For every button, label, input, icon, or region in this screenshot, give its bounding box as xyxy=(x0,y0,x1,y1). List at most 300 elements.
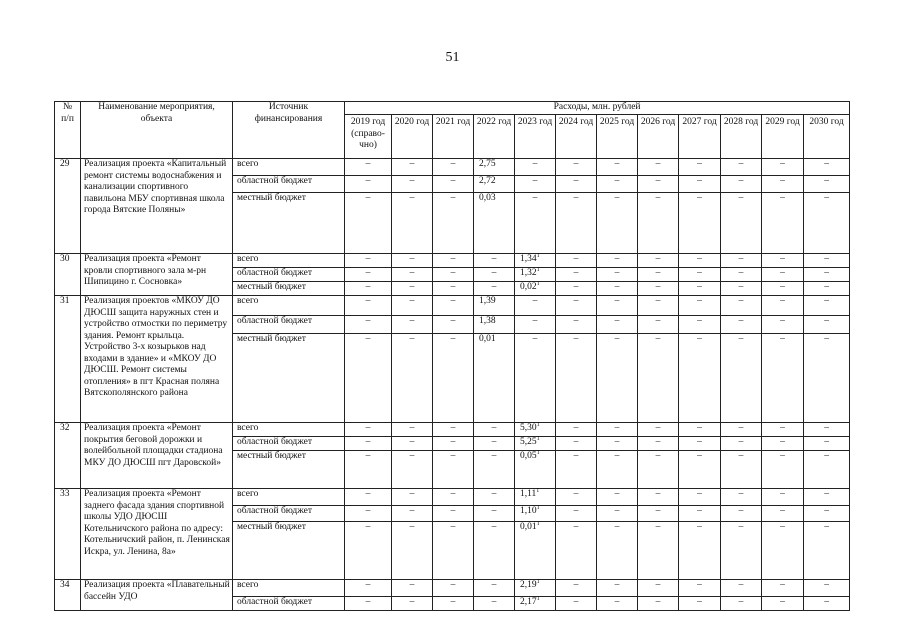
expense-text: – xyxy=(409,451,415,461)
footnote-marker: 1 xyxy=(536,421,540,428)
expense-empty xyxy=(762,506,804,522)
header-expenses: Расходы, млн. рублей xyxy=(345,102,850,115)
expense-empty xyxy=(556,522,597,580)
expense-empty xyxy=(721,506,762,522)
expense-value xyxy=(474,159,515,176)
header-row-1 xyxy=(55,102,850,115)
expense-empty xyxy=(392,423,433,437)
table-row xyxy=(55,296,850,316)
expense-text: – xyxy=(532,159,538,169)
expense-empty xyxy=(345,506,392,522)
table-row xyxy=(55,489,850,506)
expense-empty xyxy=(345,193,392,254)
expense-text: – xyxy=(697,193,702,203)
expense-text: – xyxy=(738,597,744,607)
expense-text: – xyxy=(365,522,371,532)
expense-text: – xyxy=(491,437,497,447)
expense-empty xyxy=(433,176,474,193)
expense-empty xyxy=(721,451,762,489)
expense-text: – xyxy=(532,176,538,186)
expense-empty xyxy=(679,580,721,597)
expense-text: – xyxy=(780,176,785,186)
expense-empty xyxy=(804,489,850,506)
expense-text: – xyxy=(697,282,702,292)
expense-value xyxy=(515,268,556,282)
expense-empty xyxy=(556,423,597,437)
expense-text: – xyxy=(450,282,456,292)
expense-empty xyxy=(804,506,850,522)
expense-text: 5,25 xyxy=(520,437,537,447)
project-name: Реализация проекта «Плавательный бассейн УДО xyxy=(81,580,233,611)
expense-value xyxy=(474,176,515,193)
expense-empty xyxy=(345,489,392,506)
expense-empty xyxy=(433,193,474,254)
expense-text: – xyxy=(738,176,744,186)
expense-text: – xyxy=(491,254,497,264)
footnote-marker: 1 xyxy=(536,252,540,259)
expense-empty xyxy=(597,296,638,316)
expense-empty xyxy=(556,193,597,254)
expense-text: – xyxy=(450,506,456,516)
expense-empty xyxy=(638,159,679,176)
expense-empty xyxy=(638,316,679,334)
expense-value xyxy=(515,451,556,489)
funding-source: областной бюджет xyxy=(233,176,345,193)
expense-empty xyxy=(345,334,392,423)
expense-text: – xyxy=(697,159,702,169)
expense-text: – xyxy=(824,193,829,203)
expense-empty xyxy=(433,423,474,437)
funding-source: областной бюджет xyxy=(233,437,345,451)
expense-empty xyxy=(762,159,804,176)
expense-empty xyxy=(762,254,804,268)
expense-text: – xyxy=(491,580,497,590)
expense-text: – xyxy=(409,580,415,590)
expense-text: – xyxy=(780,451,785,461)
expense-empty xyxy=(638,597,679,611)
expense-text: – xyxy=(738,580,744,590)
expense-value xyxy=(474,334,515,423)
expense-empty xyxy=(804,159,850,176)
expense-value xyxy=(515,254,556,268)
expense-text: – xyxy=(365,268,371,278)
expense-empty xyxy=(345,268,392,282)
expense-text: – xyxy=(614,451,620,461)
expense-value xyxy=(474,193,515,254)
expense-empty xyxy=(433,489,474,506)
expense-empty xyxy=(433,597,474,611)
expense-empty xyxy=(679,254,721,268)
expense-empty xyxy=(721,316,762,334)
project-name: Реализация проекта «Ремонт покрытия беговой дорожки и волейбольной площадки стадиона МКУ ДО ДЮСШ пгт Даровской» xyxy=(81,423,233,489)
expense-empty xyxy=(433,451,474,489)
project-number: 32 xyxy=(55,423,81,489)
expense-text: – xyxy=(365,437,371,447)
expense-text: 2,75 xyxy=(479,159,496,169)
project-name: Реализация проекта «Ремонт кровли спортивного зала м-рн Шипицино г. Сосновка» xyxy=(81,254,233,296)
funding-source: местный бюджет xyxy=(233,282,345,296)
expense-empty xyxy=(433,437,474,451)
expense-text: – xyxy=(824,489,829,499)
expense-text: – xyxy=(491,489,497,499)
expense-empty xyxy=(556,597,597,611)
expense-text: – xyxy=(655,193,661,203)
expense-empty xyxy=(597,159,638,176)
expense-text: – xyxy=(697,597,702,607)
expense-empty xyxy=(474,437,515,451)
expense-text: – xyxy=(450,580,456,590)
expense-text: – xyxy=(697,296,702,306)
expense-empty xyxy=(679,296,721,316)
expense-text: – xyxy=(614,176,620,186)
expense-text: – xyxy=(491,451,497,461)
expense-text: – xyxy=(573,597,579,607)
expense-text: – xyxy=(824,334,829,344)
expense-empty xyxy=(515,193,556,254)
table-row xyxy=(55,423,850,437)
expense-empty xyxy=(679,489,721,506)
expense-empty xyxy=(679,597,721,611)
expense-empty xyxy=(556,451,597,489)
expense-empty xyxy=(392,316,433,334)
header-year: 2026 год xyxy=(638,115,679,159)
expense-text: – xyxy=(450,159,456,169)
project-number: 31 xyxy=(55,296,81,423)
expense-empty xyxy=(762,522,804,580)
expense-text: – xyxy=(409,437,415,447)
expense-empty xyxy=(556,316,597,334)
expense-empty xyxy=(515,159,556,176)
expense-empty xyxy=(556,489,597,506)
header-year: 2030 год xyxy=(804,115,850,159)
header-year: 2021 год xyxy=(433,115,474,159)
expense-text: – xyxy=(614,489,620,499)
funding-source: всего xyxy=(233,296,345,316)
expense-text: – xyxy=(573,296,579,306)
expense-empty xyxy=(804,437,850,451)
expense-text: – xyxy=(573,437,579,447)
header-name: Наименование мероприятия, объекта xyxy=(81,102,233,159)
expense-text: – xyxy=(655,176,661,186)
expense-empty xyxy=(762,268,804,282)
expense-empty xyxy=(345,437,392,451)
expense-text: – xyxy=(655,597,661,607)
funding-source: всего xyxy=(233,423,345,437)
expense-text: – xyxy=(573,423,579,433)
expense-empty xyxy=(433,282,474,296)
expense-empty xyxy=(721,268,762,282)
expense-text: – xyxy=(780,296,785,306)
expense-empty xyxy=(721,282,762,296)
expense-text: – xyxy=(655,489,661,499)
expense-empty xyxy=(597,597,638,611)
expense-text: – xyxy=(697,580,702,590)
expense-text: – xyxy=(573,282,579,292)
funding-source: местный бюджет xyxy=(233,522,345,580)
expense-empty xyxy=(345,159,392,176)
expense-text: 1,32 xyxy=(520,268,537,278)
footnote-marker: 1 xyxy=(536,435,540,442)
expense-text: – xyxy=(532,334,538,344)
funding-source: областной бюджет xyxy=(233,316,345,334)
expense-empty xyxy=(597,522,638,580)
expense-empty xyxy=(474,282,515,296)
expense-text: – xyxy=(697,316,702,326)
expense-text: – xyxy=(738,423,744,433)
header-no: № п/п xyxy=(55,102,81,159)
expense-empty xyxy=(474,423,515,437)
expense-empty xyxy=(556,334,597,423)
expense-text: – xyxy=(614,597,620,607)
expense-empty xyxy=(762,193,804,254)
expense-value xyxy=(515,597,556,611)
expense-text: – xyxy=(365,597,371,607)
expense-text: – xyxy=(573,316,579,326)
expense-empty xyxy=(638,437,679,451)
expense-text: – xyxy=(365,176,371,186)
expense-empty xyxy=(679,423,721,437)
expense-text: – xyxy=(697,176,702,186)
expense-empty xyxy=(556,282,597,296)
expense-empty xyxy=(433,159,474,176)
expense-empty xyxy=(679,176,721,193)
header-year: 2020 год xyxy=(392,115,433,159)
expense-text: – xyxy=(573,451,579,461)
expense-text: – xyxy=(824,423,829,433)
expense-text: – xyxy=(614,254,620,264)
expense-empty xyxy=(392,254,433,268)
expense-empty xyxy=(804,268,850,282)
expense-empty xyxy=(597,254,638,268)
expense-text: – xyxy=(614,268,620,278)
expense-text: 1,10 xyxy=(520,506,537,516)
expense-text: – xyxy=(532,316,538,326)
expense-empty xyxy=(804,282,850,296)
expense-value xyxy=(515,580,556,597)
expense-text: – xyxy=(409,193,415,203)
expense-text: – xyxy=(614,282,620,292)
expense-empty xyxy=(721,489,762,506)
expense-text: – xyxy=(365,506,371,516)
expense-text: – xyxy=(365,193,371,203)
funding-source: областной бюджет xyxy=(233,268,345,282)
expense-empty xyxy=(679,193,721,254)
expense-empty xyxy=(804,176,850,193)
expense-text: – xyxy=(365,282,371,292)
expense-text: 5,30 xyxy=(520,423,537,433)
expense-text: – xyxy=(614,193,620,203)
expense-empty xyxy=(638,254,679,268)
expense-text: – xyxy=(409,597,415,607)
page-number: 51 xyxy=(445,50,460,65)
expense-text: – xyxy=(824,176,829,186)
footnote-marker: 1 xyxy=(536,520,540,527)
expense-empty xyxy=(762,334,804,423)
funding-source: областной бюджет xyxy=(233,506,345,522)
expense-empty xyxy=(597,316,638,334)
expense-empty xyxy=(638,296,679,316)
expense-empty xyxy=(721,159,762,176)
expense-empty xyxy=(804,334,850,423)
expense-empty xyxy=(679,506,721,522)
expense-text: – xyxy=(409,489,415,499)
footnote-marker: 1 xyxy=(536,504,540,511)
expense-text: – xyxy=(491,268,497,278)
table-row xyxy=(55,159,850,176)
expense-empty xyxy=(392,176,433,193)
expense-value xyxy=(515,282,556,296)
expense-text: – xyxy=(409,506,415,516)
expense-empty xyxy=(556,159,597,176)
expense-empty xyxy=(679,316,721,334)
expense-empty xyxy=(392,522,433,580)
expense-text: – xyxy=(824,254,829,264)
expense-value xyxy=(515,423,556,437)
expense-text: – xyxy=(450,254,456,264)
expense-empty xyxy=(638,193,679,254)
footnote-marker: 1 xyxy=(536,280,540,287)
project-number: 29 xyxy=(55,159,81,254)
expense-text: – xyxy=(365,423,371,433)
expense-empty xyxy=(721,334,762,423)
expense-text: – xyxy=(655,522,661,532)
expense-empty xyxy=(721,176,762,193)
expense-empty xyxy=(392,451,433,489)
expense-text: – xyxy=(655,423,661,433)
expense-empty xyxy=(474,597,515,611)
expense-text: – xyxy=(365,296,371,306)
expense-text: – xyxy=(780,580,785,590)
expense-empty xyxy=(679,268,721,282)
expense-text: – xyxy=(409,254,415,264)
expense-empty xyxy=(392,506,433,522)
project-name: Реализация проекта «Капитальный ремонт системы водоснабжения и канализации спортивного павильона МБУ спортивная школа города Вятские Поляны» xyxy=(81,159,233,254)
expense-text: – xyxy=(738,334,744,344)
expense-text: – xyxy=(697,437,702,447)
expense-text: – xyxy=(614,506,620,516)
expense-text: – xyxy=(738,254,744,264)
expense-text: – xyxy=(491,423,497,433)
expense-text: – xyxy=(780,193,785,203)
expense-text: – xyxy=(824,282,829,292)
expense-text: 1,11 xyxy=(520,489,537,499)
expense-text: – xyxy=(573,489,579,499)
header-year: 2025 год xyxy=(597,115,638,159)
expense-text: – xyxy=(655,437,661,447)
expense-empty xyxy=(556,506,597,522)
expense-empty xyxy=(515,334,556,423)
project-name: Реализация проекта «Ремонт заднего фасада здания спортивной школы УДО ДЮСШ Котельничского района по адресу: Котельничский район, п. Ленинская Искра, ул. Ленина, 8а» xyxy=(81,489,233,580)
expense-text: – xyxy=(614,316,620,326)
expense-text: – xyxy=(655,254,661,264)
expense-text: – xyxy=(614,437,620,447)
expense-empty xyxy=(762,282,804,296)
expense-empty xyxy=(597,176,638,193)
expense-text: – xyxy=(780,506,785,516)
expense-text: – xyxy=(365,334,371,344)
expense-empty xyxy=(597,437,638,451)
expense-text: – xyxy=(450,522,456,532)
expense-text: – xyxy=(738,159,744,169)
expense-empty xyxy=(762,316,804,334)
expense-text: – xyxy=(450,296,456,306)
expense-text: – xyxy=(450,437,456,447)
expense-empty xyxy=(392,159,433,176)
expense-empty xyxy=(597,489,638,506)
funding-source: всего xyxy=(233,254,345,268)
expense-empty xyxy=(638,580,679,597)
expense-empty xyxy=(638,334,679,423)
table-header xyxy=(55,102,850,159)
expense-empty xyxy=(721,580,762,597)
expense-text: 2,72 xyxy=(479,176,496,186)
footnote-marker: 1 xyxy=(536,595,540,602)
expense-text: – xyxy=(780,268,785,278)
expense-text: – xyxy=(532,296,538,306)
expense-text: – xyxy=(697,522,702,532)
expense-text: – xyxy=(824,159,829,169)
expense-value xyxy=(515,522,556,580)
expense-empty xyxy=(721,437,762,451)
expense-empty xyxy=(638,268,679,282)
expense-empty xyxy=(345,423,392,437)
footnote-marker: 1 xyxy=(536,266,540,273)
expense-value xyxy=(515,489,556,506)
expense-text: – xyxy=(697,423,702,433)
header-year: 2019 год (справо-чно) xyxy=(345,115,392,159)
expense-text: – xyxy=(655,316,661,326)
header-year: 2027 год xyxy=(679,115,721,159)
expense-text: – xyxy=(450,193,456,203)
expense-text: – xyxy=(450,334,456,344)
expense-empty xyxy=(804,580,850,597)
expense-empty xyxy=(392,597,433,611)
expense-empty xyxy=(721,296,762,316)
footnote-marker: 1 xyxy=(536,487,540,494)
funding-source: всего xyxy=(233,159,345,176)
expense-text: – xyxy=(573,522,579,532)
expense-text: – xyxy=(409,268,415,278)
expense-empty xyxy=(474,506,515,522)
expense-text: – xyxy=(824,296,829,306)
expense-text: – xyxy=(780,334,785,344)
expense-text: – xyxy=(697,506,702,516)
expense-empty xyxy=(345,282,392,296)
expense-text: – xyxy=(824,506,829,516)
expense-empty xyxy=(762,597,804,611)
expense-empty xyxy=(474,522,515,580)
expense-text: – xyxy=(573,506,579,516)
expense-empty xyxy=(556,580,597,597)
expense-empty xyxy=(392,334,433,423)
expense-text: – xyxy=(614,159,620,169)
expense-text: – xyxy=(409,522,415,532)
footnote-marker: 1 xyxy=(536,449,540,456)
expense-text: – xyxy=(491,597,497,607)
funding-source: местный бюджет xyxy=(233,451,345,489)
expense-text: – xyxy=(491,522,497,532)
expense-text: – xyxy=(780,159,785,169)
project-number: 34 xyxy=(55,580,81,611)
expense-empty xyxy=(345,176,392,193)
expense-empty xyxy=(392,296,433,316)
expense-empty xyxy=(638,522,679,580)
header-year: 2024 год xyxy=(556,115,597,159)
expense-text: – xyxy=(824,522,829,532)
expense-text: 0,05 xyxy=(520,451,537,461)
expense-text: – xyxy=(780,282,785,292)
expense-empty xyxy=(433,296,474,316)
